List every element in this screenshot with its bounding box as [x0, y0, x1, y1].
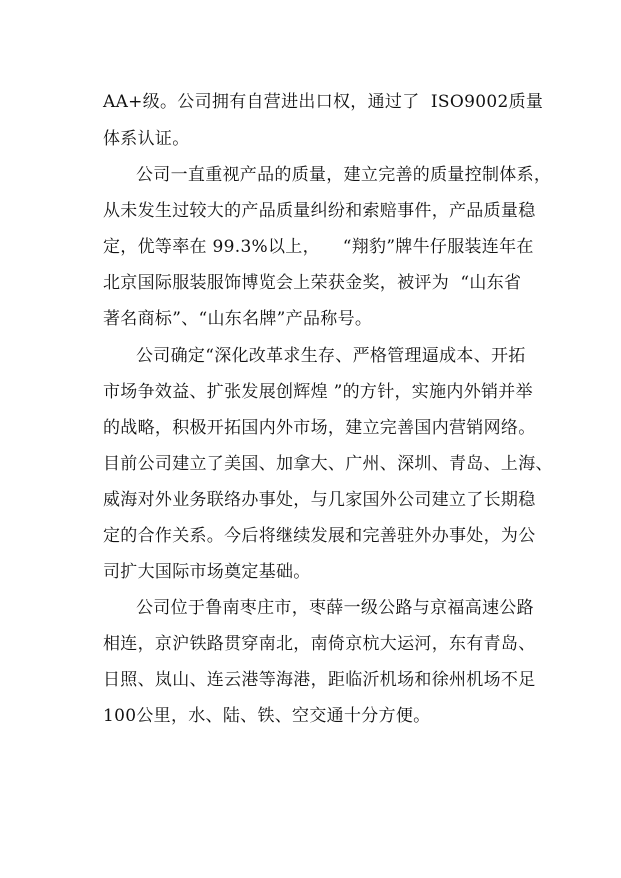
- text-line: 公司位于鲁南枣庄市，枣薛一级公路与京福高速公路: [136, 598, 534, 618]
- text-line: 日照、岚山、连云港等海港，距临沂机场和徐州机场不足: [103, 670, 536, 690]
- text-line: 从未发生过较大的产品质量纠纷和索赔事件，产品质量稳: [103, 201, 536, 221]
- text-line: 公司一直重视产品的质量，建立完善的质量控制体系，: [136, 165, 552, 185]
- text-line: 的战略，积极开拓国内外市场，建立完善国内营销网络。: [103, 418, 536, 438]
- text-line: 目前公司建立了美国、加拿大、广州、深圳、青岛、上海、: [103, 454, 553, 474]
- text-line: 著名商标”、“山东名牌”产品称号。: [103, 309, 373, 329]
- text-line: 公司确定“深化改革求生存、严格管理逼成本、开拓: [136, 346, 526, 366]
- text-line: 定的合作关系。今后将继续发展和完善驻外办事处，为公: [103, 526, 536, 546]
- text-line: 威海对外业务联络办事处，与几家国外公司建立了长期稳: [103, 490, 536, 510]
- text-line: 100公里，水、陆、铁、空交通十分方便。: [103, 706, 431, 726]
- text-line: 市场争效益、扩张发展创辉煌 ”的方针，实施内外销并举: [103, 382, 533, 402]
- text-line: 北京国际服装服饰博览会上荣获金奖，被评为 “山东省: [103, 273, 522, 293]
- text-line: 相连，京沪铁路贯穿南北，南倚京杭大运河，东有青岛、: [103, 634, 536, 654]
- text-line: 定，优等率在 99.3%以上， “翔豹”牌牛仔服装连年在: [103, 237, 534, 257]
- text-line: AA+级。公司拥有自营进出口权，通过了 ISO9002质量: [103, 92, 544, 112]
- text-line: 司扩大国际市场奠定基础。: [103, 562, 311, 582]
- text-line: 体系认证。: [103, 129, 190, 149]
